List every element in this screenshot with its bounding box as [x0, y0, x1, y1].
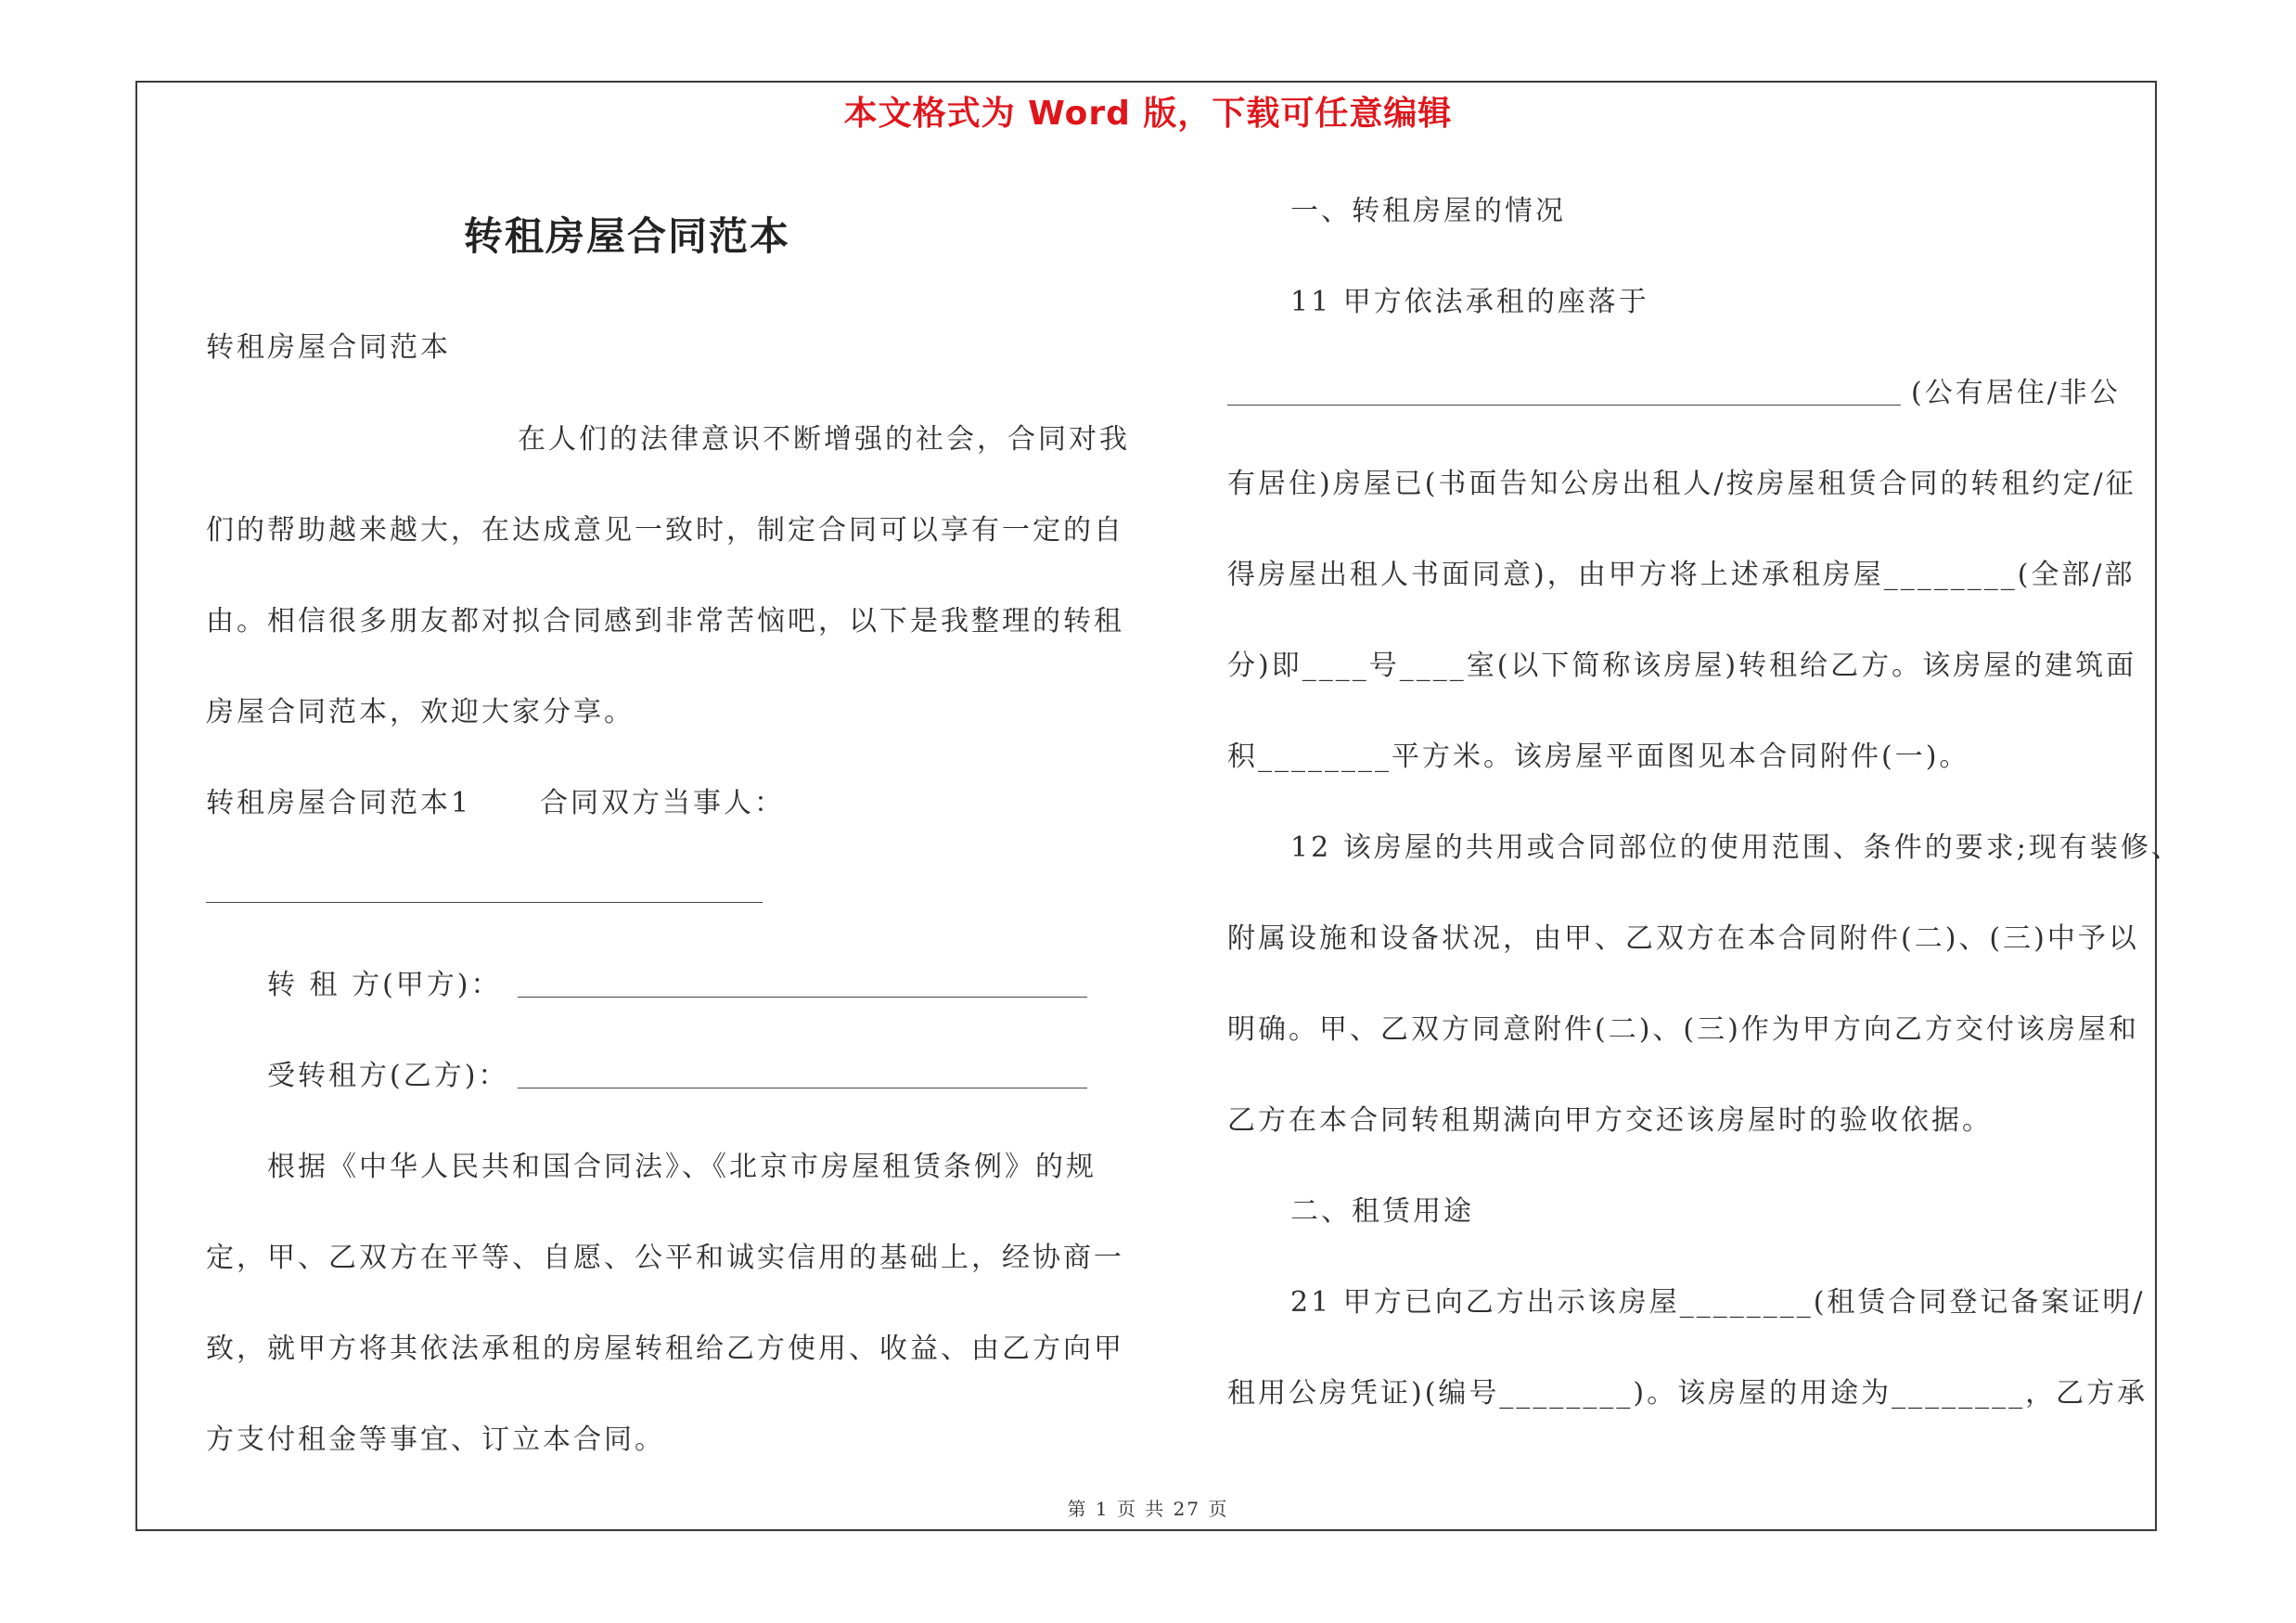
- clause-12-line: 附属设施和设备状况，由甲、乙双方在本合同附件(二)、(三)中予以: [1227, 922, 2139, 955]
- parties-label: 合同双方当事人：: [540, 787, 785, 819]
- contract-heading: 转租房屋合同范本1: [206, 787, 472, 819]
- word-format-banner: 本文格式为 Word 版，下载可任意编辑: [843, 95, 1453, 133]
- document-title: 转租房屋合同范本: [464, 213, 791, 259]
- clause-12-line: 12 该房屋的共用或合同部位的使用范围、条件的要求;现有装修、: [1290, 831, 2182, 864]
- clause-12-line: 乙方在本合同转租期满向甲方交还该房屋时的验收依据。: [1227, 1104, 1993, 1137]
- clause-11-line: 积________平方米。该房屋平面图见本合同附件(一)。: [1227, 741, 1970, 773]
- page-number-footer: 第 1 页 共 27 页: [1067, 1498, 1229, 1520]
- parties-blank-line: [206, 902, 763, 903]
- basis-line: 根据《中华人民共和国合同法》、《北京市房屋租赁条例》的规: [267, 1151, 1097, 1183]
- section2-heading: 二、租赁用途: [1290, 1195, 1474, 1228]
- intro-line: 房屋合同范本，欢迎大家分享。: [206, 696, 635, 728]
- clause-11-line: 得房屋出租人书面同意)，由甲方将上述承租房屋________(全部/部: [1227, 559, 2136, 591]
- left-subtitle: 转租房屋合同范本: [206, 331, 451, 364]
- intro-line: 们的帮助越来越大，在达成意见一致时，制定合同可以享有一定的自: [206, 514, 1124, 547]
- basis-line: 方支付租金等事宜、订立本合同。: [206, 1423, 665, 1456]
- intro-line: 由。相信很多朋友都对拟合同感到非常苦恼吧，以下是我整理的转租: [206, 605, 1124, 638]
- address-blank-line: [1227, 405, 1901, 406]
- party-a-label: 转 租 方(甲方)：: [267, 969, 502, 1001]
- clause-21-line: 租用公房凭证)(编号________)。该房屋的用途为________，乙方承: [1227, 1377, 2148, 1410]
- intro-line: 在人们的法律意识不断增强的社会，合同对我: [518, 423, 1130, 456]
- basis-line: 定，甲、乙双方在平等、自愿、公平和诚实信用的基础上，经协商一: [206, 1242, 1124, 1274]
- clause-11-intro: 11 甲方依法承租的座落于: [1290, 286, 1649, 318]
- clause-12-line: 明确。甲、乙双方同意附件(二)、(三)作为甲方向乙方交付该房屋和: [1227, 1013, 2139, 1046]
- party-a-blank-line: [518, 997, 1087, 998]
- section1-heading: 一、转租房屋的情况: [1290, 195, 1566, 227]
- basis-line: 致，就甲方将其依法承租的房屋转租给乙方使用、收益、由乙方向甲: [206, 1333, 1124, 1365]
- clause-11-line: 分)即____号____室(以下简称该房屋)转租给乙方。该房屋的建筑面: [1227, 650, 2137, 682]
- clause-11-line: 有居住)房屋已(书面告知公房出租人/按房屋租赁合同的转租约定/征: [1227, 468, 2136, 500]
- clause-11-line: (公有居住/非公: [1911, 377, 2121, 409]
- clause-21-line: 21 甲方已向乙方出示该房屋________(租赁合同登记备案证明/: [1290, 1286, 2146, 1319]
- party-b-label: 受转租方(乙方)：: [267, 1060, 509, 1092]
